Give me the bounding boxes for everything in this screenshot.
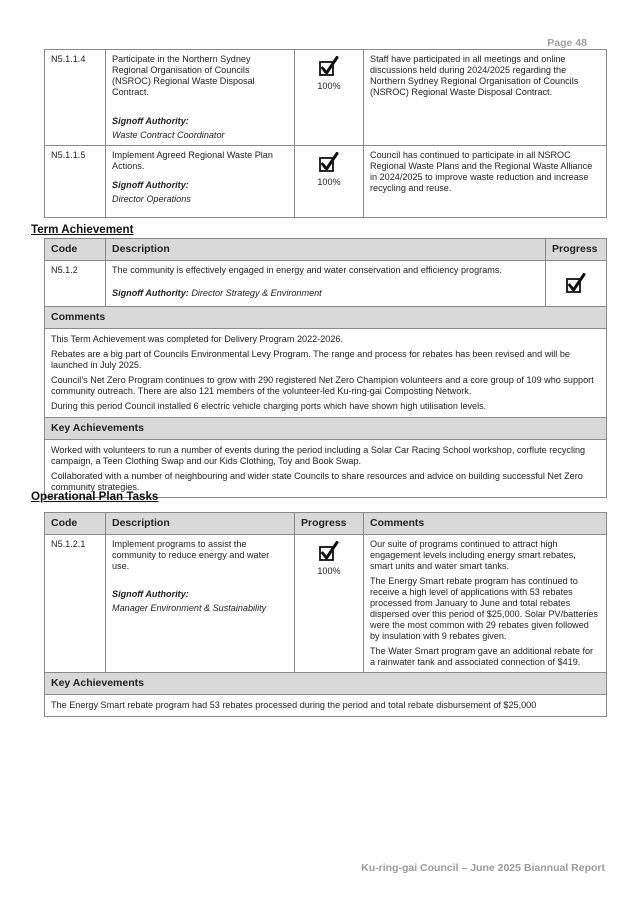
term-achievement-heading: Term Achievement (31, 223, 134, 236)
comments-row (45, 329, 607, 418)
operational-plan-heading: Operational Plan Tasks (31, 490, 159, 503)
table-header-row (45, 513, 607, 535)
task-description: Implement Agreed Regional Waste Plan Actions. (112, 150, 273, 171)
col-progress-header: Progress (295, 513, 364, 535)
task-code: N5.1.1.5 (45, 146, 106, 218)
task-description: Implement programs to assist the community to reduce energy and water use. (112, 539, 270, 571)
top-tasks-table (44, 49, 607, 218)
signoff-name: Director Operations (112, 194, 191, 204)
comments-heading: Comments (45, 307, 607, 329)
progress-cell (295, 50, 364, 146)
task-comments-cell (364, 535, 607, 673)
achievement-description: The community is effectively engaged in energy and water conservation and efficiency programs. (112, 265, 502, 275)
signoff-label: Signoff Authority: (112, 180, 189, 190)
table-row (45, 535, 607, 673)
progress-percent: 100% (317, 566, 341, 576)
comment-paragraph: This Term Achievement was completed for Delivery Program 2022-2026. (51, 334, 343, 344)
achievement-paragraph: Worked with volunteers to run a number of events during the period including a Solar Car Racing School workshop, corflute recycling campaign, a Teen Clothing Swap and our Kids Clothing, Toy and Book Swap. (51, 445, 586, 466)
key-achievements-header-row (45, 673, 607, 695)
signoff-label: Signoff Authority: (112, 589, 189, 599)
key-achievements-header-row (45, 418, 607, 440)
table-row (45, 50, 607, 146)
task-code: N5.1.2.1 (45, 535, 106, 673)
achievement-signoff (112, 288, 539, 299)
key-achievements-row (45, 695, 607, 717)
comment-paragraph: The Energy Smart rebate program has continued to receive a high level of applications with 53 rebates processed from January to June and total rebates dispersed over this period of $25,000. Solar PV/batteries were the most common with 29 rebates given followed by insulation with 9 rebates given. (370, 576, 598, 641)
achievement-description-cell (106, 261, 546, 307)
col-code-header: Code (45, 239, 106, 261)
comment-paragraph: During this period Council installed 6 electric vehicle charging ports which have shown high utilisation levels. (51, 401, 487, 411)
col-progress-header: Progress (546, 239, 607, 261)
col-code-header: Code (45, 513, 106, 535)
achievement-code: N5.1.2 (45, 261, 106, 307)
task-description: Participate in the Northern Sydney Regional Organisation of Councils (NSROC) Regional Waste Disposal Contract. (112, 54, 255, 97)
page-number: Page 48 (547, 37, 587, 49)
signoff-label: Signoff Authority: (112, 288, 189, 298)
operational-tasks-table (44, 512, 607, 717)
comment-paragraph: Rebates are a big part of Councils Environmental Levy Program. The range and process for rebates has been revised and will be launched in July 2025. (51, 349, 570, 370)
comment-paragraph: Council’s Net Zero Program continues to grow with 290 registered Net Zero Champion volunteers and a core group of 109 who support community outreach. There are also 121 members of the volunteer-led Ku-ring-gai Composting Network. (51, 375, 594, 396)
comments-header-row (45, 307, 607, 329)
term-achievement-table (44, 238, 607, 498)
checkbox-checked-icon (319, 541, 339, 563)
progress-cell (295, 535, 364, 673)
checkbox-checked-icon (319, 152, 339, 174)
achievement-paragraph: Collaborated with a number of neighbouring and wider state Councils to share resources and advice on building successful Net Zero community strategies. (51, 471, 583, 492)
task-comment: Staff have participated in all meetings and online discussions held during 2024/2025 regarding the Northern Sydney Regional Organisation of Councils (NSROC) Regional Waste Disposal Contract. (364, 50, 607, 146)
signoff-name: Director Strategy & Environment (191, 288, 322, 298)
task-code: N5.1.1.4 (45, 50, 106, 146)
table-row (45, 146, 607, 218)
col-comments-header: Comments (364, 513, 607, 535)
signoff-name: Waste Contract Coordinator (112, 130, 225, 140)
table-header-row (45, 239, 607, 261)
task-description-cell (106, 535, 295, 673)
task-comment: Council has continued to participate in all NSROC Regional Waste Plans and the Regional Waste Alliance in 2024/2025 to improve waste reduction and increase recycling and reuse. (364, 146, 607, 218)
key-achievements-heading: Key Achievements (45, 673, 607, 695)
key-achievements-heading: Key Achievements (45, 418, 607, 440)
progress-percent: 100% (317, 81, 341, 91)
key-achievement-text: The Energy Smart rebate program had 53 rebates processed during the period and total rebate disbursement of $25,000 (45, 695, 607, 717)
comments-cell (45, 329, 607, 418)
signoff-name: Manager Environment & Sustainability (112, 603, 267, 613)
table-row (45, 261, 607, 307)
comment-paragraph: Our suite of programs continued to attract high engagement levels including energy smart rebates, smart units and water smart tanks. (370, 539, 576, 571)
task-description-cell (106, 146, 295, 218)
task-description-cell (106, 50, 295, 146)
col-description-header: Description (106, 513, 295, 535)
checkbox-checked-icon (566, 273, 586, 295)
signoff-label: Signoff Authority: (112, 116, 189, 126)
col-description-header: Description (106, 239, 546, 261)
progress-cell (546, 261, 607, 307)
progress-percent: 100% (317, 177, 341, 187)
comment-paragraph: The Water Smart program gave an additional rebate for a rainwater tank and associated connection of $419. (370, 646, 594, 667)
checkbox-checked-icon (319, 56, 339, 78)
key-achievements-cell (45, 440, 607, 498)
progress-cell (295, 146, 364, 218)
page-footer: Ku-ring-gai Council – June 2025 Biannual Report (361, 862, 605, 874)
key-achievements-row (45, 440, 607, 498)
